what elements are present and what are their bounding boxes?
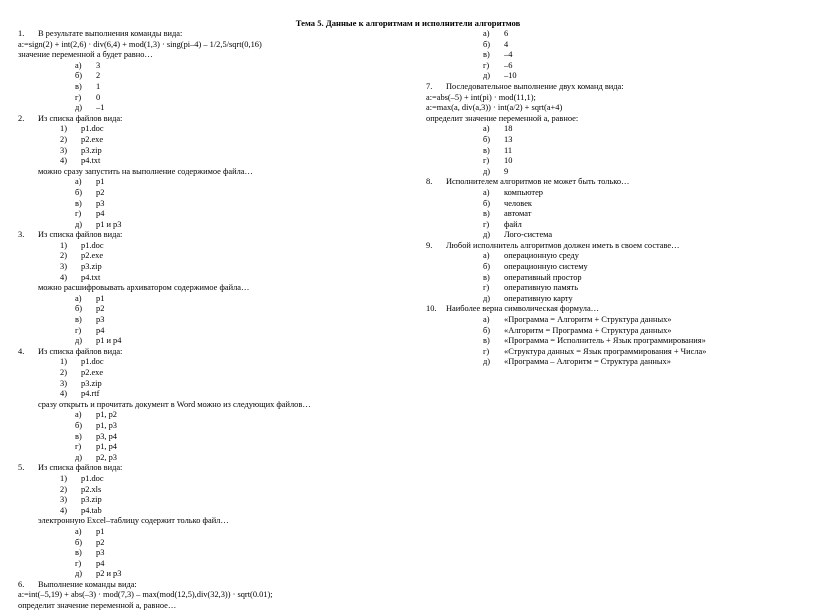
answer-option (18, 442, 438, 453)
option-text: оперативную карту (504, 293, 573, 303)
file-number: 2) (60, 134, 67, 144)
option-letter: а) (75, 60, 82, 70)
answer-option (426, 199, 806, 210)
option-text: «Структура данных = Язык программирования + Числа» (504, 346, 707, 356)
option-text: оперативную память (504, 283, 579, 293)
option-text: p2 (96, 187, 105, 197)
answer-option (18, 538, 438, 549)
question-text: Из списка файлов вида: (38, 113, 123, 123)
file-name: p2.xls (81, 484, 102, 494)
answer-option (426, 273, 806, 284)
answer-option (426, 347, 806, 358)
file-name: p4.rtf (81, 389, 100, 399)
option-letter: б) (75, 304, 83, 314)
question-heading (18, 29, 438, 40)
option-letter: в) (483, 272, 490, 282)
option-letter: г) (483, 283, 490, 293)
option-text: –6 (504, 60, 513, 70)
file-name: p4.txt (81, 156, 101, 166)
answer-option (426, 251, 806, 262)
option-text: p1, p2 (96, 410, 117, 420)
option-letter: б) (75, 71, 83, 81)
question-number: 5. (18, 463, 25, 473)
option-text: p3 (96, 315, 105, 325)
answer-option (426, 315, 806, 326)
file-list-item (18, 251, 438, 262)
option-letter: а) (483, 29, 490, 38)
option-letter: д) (75, 103, 83, 113)
answer-option (18, 93, 438, 104)
question-text: Из списка файлов вида: (38, 346, 123, 356)
file-name: p3.zip (81, 145, 102, 155)
option-letter: а) (483, 187, 490, 197)
file-list-item (18, 495, 438, 506)
file-name: p3.zip (81, 378, 102, 388)
option-text: человек (504, 198, 532, 208)
option-letter: в) (75, 548, 82, 558)
question-note (18, 283, 438, 294)
option-letter: д) (483, 71, 491, 81)
file-name: p2.exe (81, 368, 104, 377)
answer-option (18, 71, 438, 82)
option-text: p2 и p3 (96, 569, 122, 579)
question-note (18, 167, 438, 178)
file-number: 2) (60, 251, 67, 261)
answer-option (18, 559, 438, 570)
answer-option (426, 326, 806, 337)
option-text: p1 (96, 526, 105, 536)
question-expression (426, 103, 806, 114)
option-letter: г) (75, 558, 82, 568)
option-letter: в) (75, 315, 82, 325)
option-text: p2 (96, 304, 105, 314)
option-letter: д) (75, 452, 83, 462)
answer-option (18, 199, 438, 210)
option-letter: б) (483, 262, 491, 272)
option-letter: в) (483, 145, 490, 155)
expression-text: a:=sign(2) + int(2,6) · div(6,4) + mod(1,3) · sing(pi–4) – 1/2,5/sqrt(0,16) (18, 39, 262, 49)
option-text: p1, p4 (96, 442, 117, 452)
option-letter: в) (483, 50, 490, 60)
question-expression (426, 114, 806, 125)
file-number: 3) (60, 145, 67, 155)
question-heading (18, 230, 438, 241)
question-expression (18, 590, 438, 601)
option-letter: д) (75, 569, 83, 579)
question-heading (426, 177, 806, 188)
answer-option (18, 453, 438, 464)
answer-option (18, 220, 438, 231)
option-text: 9 (504, 166, 509, 176)
file-name: p3.zip (81, 262, 102, 272)
option-text: «Алгоритм = Программа + Структура данных» (504, 325, 672, 335)
expression-text: определит значение переменной а, равное… (18, 601, 177, 611)
note-text: сразу открыть и прочитать документ в Word можно из следующих файлов… (38, 399, 311, 409)
answer-option (426, 283, 806, 294)
answer-option (426, 156, 806, 167)
expression-text: a:=max(a, div(a,3)) · int(a/2) + sqrt(a+4) (426, 103, 563, 113)
expression-text: определит значение переменной а, равное: (426, 113, 579, 123)
answer-option (426, 135, 806, 146)
answer-option (426, 336, 806, 347)
question-heading (426, 304, 806, 315)
answer-option (18, 527, 438, 538)
question-heading (18, 347, 438, 358)
answer-option (426, 146, 806, 157)
option-text: p3, p4 (96, 431, 117, 441)
question-note (18, 516, 438, 527)
file-number: 3) (60, 495, 67, 505)
answer-option (426, 294, 806, 305)
file-name: p2.exe (81, 134, 104, 144)
option-letter: в) (75, 81, 82, 91)
option-text: «Программа = Алгоритм + Структура данных» (504, 315, 672, 325)
question-heading (18, 580, 438, 591)
option-text: «Программа = Исполнитель + Язык программирования» (504, 336, 706, 346)
file-list-item (18, 485, 438, 496)
file-list-item (18, 379, 438, 390)
note-text: электронную Excel–таблицу содержит только файл… (38, 516, 229, 526)
option-text: 18 (504, 124, 513, 134)
option-letter: б) (75, 537, 83, 547)
question-heading (18, 114, 438, 125)
answer-option (426, 262, 806, 273)
file-list-item (18, 273, 438, 284)
answer-option (426, 61, 806, 72)
option-text: 1 (96, 81, 101, 91)
option-text: «Программа – Алгоритм = Структура данных» (504, 357, 671, 367)
answer-option (18, 294, 438, 305)
option-letter: г) (75, 325, 82, 335)
option-letter: г) (75, 209, 82, 219)
answer-option (426, 50, 806, 61)
option-letter: г) (75, 442, 82, 452)
file-name: p1.doc (81, 240, 104, 250)
question-expression (426, 93, 806, 104)
file-list-item (18, 241, 438, 252)
question-note (18, 400, 438, 411)
answer-option (18, 421, 438, 432)
file-list-item (18, 389, 438, 400)
answer-option (426, 220, 806, 231)
answer-option (18, 103, 438, 114)
answer-option (18, 410, 438, 421)
option-text: файл (504, 219, 522, 229)
question-expression (18, 601, 438, 612)
option-letter: б) (483, 134, 491, 144)
option-text: p3 (96, 548, 105, 558)
answer-option (426, 209, 806, 220)
file-number: 4) (60, 156, 67, 166)
question-text: В результате выполнения команды вида: (38, 29, 183, 38)
question-text: Из списка файлов вида: (38, 463, 123, 473)
note-text: можно расшифровывать архиватором содержимое файла… (38, 283, 250, 293)
file-number: 4) (60, 389, 67, 399)
option-text: 3 (96, 60, 101, 70)
option-letter: г) (75, 92, 82, 102)
question-heading (426, 82, 806, 93)
option-text: 2 (96, 71, 101, 81)
option-letter: г) (483, 156, 490, 166)
option-letter: б) (75, 187, 83, 197)
file-list-item (18, 474, 438, 485)
file-number: 3) (60, 378, 67, 388)
answer-option (18, 177, 438, 188)
answer-option (18, 188, 438, 199)
option-letter: а) (75, 410, 82, 420)
option-letter: а) (483, 251, 490, 261)
question-heading (426, 241, 806, 252)
question-number: 8. (426, 177, 433, 187)
option-text: автомат (504, 209, 532, 219)
question-text: Из списка файлов вида: (38, 230, 123, 240)
option-letter: г) (483, 219, 490, 229)
file-name: p4.tab (81, 505, 102, 515)
option-letter: б) (483, 39, 491, 49)
file-list-item (18, 357, 438, 368)
answer-option (426, 188, 806, 199)
answer-option (426, 71, 806, 82)
expression-text: значение переменной а будет равно… (18, 50, 153, 60)
option-letter: в) (75, 431, 82, 441)
option-text: p3 (96, 198, 105, 208)
question-number: 2. (18, 113, 25, 123)
option-text: Лого-система (504, 230, 553, 240)
file-number: 3) (60, 262, 67, 272)
question-text: Выполнение команды вида: (38, 579, 137, 589)
option-text: p4 (96, 325, 105, 335)
file-number: 2) (60, 368, 67, 377)
answer-option (18, 315, 438, 326)
option-text: p4 (96, 558, 105, 568)
file-name: p4.txt (81, 272, 101, 282)
question-number: 10. (426, 304, 437, 314)
file-name: p1.doc (81, 124, 104, 134)
option-letter: а) (75, 177, 82, 187)
file-list-item (18, 146, 438, 157)
file-name: p2.exe (81, 251, 104, 261)
question-expression (18, 50, 438, 61)
note-text: можно сразу запустить на выполнение содержимое файла… (38, 166, 253, 176)
option-text: p2, p3 (96, 452, 117, 462)
option-letter: а) (483, 124, 490, 134)
right-column (426, 29, 806, 368)
answer-option (18, 548, 438, 559)
option-text: 0 (96, 92, 101, 102)
option-letter: б) (483, 198, 491, 208)
file-list-item (18, 506, 438, 517)
file-name: p3.zip (81, 495, 102, 505)
question-heading (18, 463, 438, 474)
option-text: –4 (504, 50, 513, 60)
option-text: –1 (96, 103, 105, 113)
answer-option (426, 124, 806, 135)
file-list-item (18, 368, 438, 379)
page-title: Тема 5. Данные к алгоритмам и исполнители алгоритмов (295, 18, 521, 28)
option-text: p1, p3 (96, 420, 117, 430)
option-letter: б) (483, 325, 491, 335)
option-text: p2 (96, 537, 105, 547)
option-letter: а) (75, 293, 82, 303)
option-letter: в) (483, 209, 490, 219)
file-name: p1.doc (81, 473, 104, 483)
option-letter: д) (483, 293, 491, 303)
option-text: p1 и p3 (96, 219, 122, 229)
option-text: p4 (96, 209, 105, 219)
option-letter: а) (75, 526, 82, 536)
file-number: 4) (60, 272, 67, 282)
answer-option (426, 357, 806, 368)
option-text: p1 (96, 293, 105, 303)
file-number: 1) (60, 124, 67, 134)
file-list-item (18, 156, 438, 167)
option-text: p1 (96, 177, 105, 187)
file-number: 2) (60, 484, 67, 494)
question-text: Любой исполнитель алгоритмов должен иметь в своем составе… (446, 240, 680, 250)
option-letter: г) (483, 60, 490, 70)
expression-text: a:=int(–5,19) + abs(–3) · mod(7,3) – max(mod(12,5),div(32,3)) · sqrt(0.01); (18, 590, 273, 600)
option-letter: д) (483, 357, 491, 367)
answer-option (18, 432, 438, 443)
option-letter: д) (75, 219, 83, 229)
option-letter: д) (483, 166, 491, 176)
option-text: компьютер (504, 187, 543, 197)
file-number: 1) (60, 357, 67, 367)
answer-option (426, 230, 806, 241)
answer-option (18, 336, 438, 347)
option-text: операционную среду (504, 251, 579, 261)
expression-text: a:=abs(–5) + int(pi) · mod(11,1); (426, 92, 536, 102)
question-text: Наиболее верна символическая формула… (446, 304, 600, 314)
question-number: 6. (18, 579, 25, 589)
option-text: оперативный простор (504, 272, 582, 282)
option-text: 4 (504, 39, 509, 49)
file-number: 1) (60, 473, 67, 483)
answer-option (18, 304, 438, 315)
option-letter: б) (75, 420, 83, 430)
option-letter: в) (483, 336, 490, 346)
answer-option (18, 569, 438, 580)
answer-option (426, 40, 806, 51)
question-number: 1. (18, 29, 25, 38)
answer-option (18, 61, 438, 72)
option-text: 6 (504, 29, 509, 38)
answer-option (18, 209, 438, 220)
question-text: Исполнителем алгоритмов не может быть только… (446, 177, 630, 187)
question-number: 7. (426, 81, 433, 91)
question-number: 4. (18, 346, 25, 356)
file-number: 1) (60, 240, 67, 250)
question-expression (18, 40, 438, 51)
question-number: 9. (426, 240, 433, 250)
question-text: Последовательное выполнение двух команд вида: (446, 81, 624, 91)
option-letter: д) (483, 230, 491, 240)
left-column (18, 29, 438, 612)
answer-option (18, 326, 438, 337)
file-name: p1.doc (81, 357, 104, 367)
option-text: –10 (504, 71, 517, 81)
file-number: 4) (60, 505, 67, 515)
option-text: операционную систему (504, 262, 588, 272)
answer-option (18, 82, 438, 93)
option-text: 11 (504, 145, 513, 155)
file-list-item (18, 135, 438, 146)
option-text: p1 и p4 (96, 336, 122, 346)
file-list-item (18, 262, 438, 273)
answer-option (426, 29, 806, 40)
answer-option (426, 167, 806, 178)
file-list-item (18, 124, 438, 135)
option-text: 13 (504, 134, 513, 144)
option-letter: а) (483, 315, 490, 325)
option-text: 10 (504, 156, 513, 166)
option-letter: в) (75, 198, 82, 208)
option-letter: г) (483, 346, 490, 356)
option-letter: д) (75, 336, 83, 346)
question-number: 3. (18, 230, 25, 240)
